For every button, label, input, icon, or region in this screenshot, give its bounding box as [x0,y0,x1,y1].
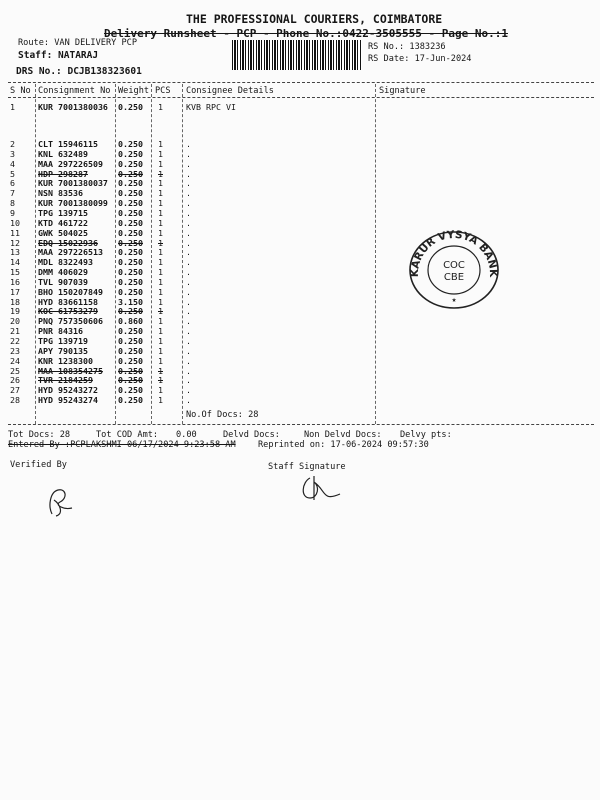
row-details: . [186,326,191,337]
row-weight: 0.250 [118,365,143,376]
row-weight: 0.250 [118,336,143,346]
row-details: . [186,148,191,159]
row-weight: 0.250 [118,168,143,179]
col-header-pcs: PCS [155,86,171,96]
row-weight: 0.250 [118,306,143,317]
row-pcs: 1 [158,198,163,209]
row-consignment: HYD 95243274 [38,395,98,406]
row-sno: 7 [10,188,15,199]
row-weight: 0.250 [118,385,143,396]
tot-docs: Tot Docs: 28 [8,430,71,440]
row-consignment: KNR 1238300 [38,355,93,366]
row-pcs: 1 [158,178,163,189]
row-pcs: 1 [158,316,163,327]
drs-number: DRS No.: DCJB138323601 [16,66,142,77]
table-bottom-rule [8,424,594,425]
row-pcs: 1 [158,168,163,179]
rs-number: RS No.: 1383236 [368,42,446,52]
row-consignment: TPG 139719 [38,336,88,346]
row-details: . [186,345,191,356]
row-sno: 9 [10,207,15,218]
row-weight: 0.250 [118,257,143,268]
col-divider [375,84,376,424]
row-pcs: 1 [158,336,163,346]
row-pcs: 1 [158,207,163,218]
col-divider [151,84,152,424]
row-weight: 0.250 [118,148,143,159]
row-sno: 17 [10,286,20,297]
row-details: . [186,385,191,396]
row-consignment: MAA 108354275 [38,365,103,376]
row-pcs: 1 [158,188,163,199]
row-pcs: 1 [158,227,163,238]
row-sno: 28 [10,395,20,406]
col-divider [115,84,116,424]
row-pcs: 1 [158,286,163,297]
row-pcs: 1 [158,355,163,366]
bank-stamp [400,226,508,312]
row-details: . [186,168,191,179]
row-details: . [186,257,191,268]
row-consignment: TVR 2184259 [38,375,93,386]
header-top-rule [8,82,594,83]
row-sno: 6 [10,178,15,189]
tot-cod-amount: 0.00 [176,430,197,440]
row-consignment: MAA 297226513 [38,247,103,258]
company-title: THE PROFESSIONAL COURIERS, COIMBATORE [186,12,443,26]
row-consignment: KTD 461722 [38,217,88,228]
row-details: . [186,306,191,317]
rs-date: RS Date: 17-Jun-2024 [368,54,472,64]
row-sno: 1 [10,102,15,112]
row-pcs: 1 [158,296,163,307]
row-consignment: HYD 83661158 [38,296,98,307]
row-pcs: 1 [158,375,163,386]
row-consignment: DMM 406029 [38,267,88,278]
row-details: . [186,395,191,406]
runsheet-subtitle: Delivery Runsheet - PCP - Phone No.:0422-3505555 - Page No.:1 [104,27,508,40]
tot-cod-label: Tot COD Amt: [96,430,159,440]
row-consignment: KUR 7001380037 [38,178,108,189]
row-weight: 0.250 [118,375,143,386]
row-consignment: TVL 907039 [38,276,88,287]
row-sno: 27 [10,385,20,396]
row-details: . [186,267,191,278]
delvy-pts: Delvy pts: [400,430,452,440]
stamp-line-1: COC [443,260,465,271]
reprinted-on: Reprinted on: 17-06-2024 09:57:30 [258,440,429,450]
row-details: . [186,286,191,297]
row-sno: 11 [10,227,20,238]
row-weight: 0.250 [118,286,143,297]
stamp-star-icon: ★ [451,295,457,304]
row-weight: 3.150 [118,296,143,307]
row-details: . [186,336,191,346]
no-of-docs: No.Of Docs: 28 [186,410,259,420]
header-bottom-rule [8,97,594,98]
row-pcs: 1 [158,217,163,228]
row-weight: 0.250 [118,139,143,149]
row-pcs: 1 [158,158,163,169]
row-pcs: 1 [158,257,163,268]
row-consignment: KUR 7001380099 [38,198,108,209]
col-header-signature: Signature [379,86,426,96]
row-details: . [186,316,191,327]
col-divider [182,84,183,424]
row-consignment: NSN 83536 [38,188,83,199]
row-consignment: BHO 150207849 [38,286,103,297]
stamp-line-2: CBE [443,272,465,283]
row-consignment: TPG 139715 [38,207,88,218]
row-sno: 19 [10,306,20,317]
route: Route: VAN DELIVERY PCP [18,38,137,48]
row-weight: 0.250 [118,217,143,228]
row-weight: 0.250 [118,227,143,238]
row-details: . [186,207,191,218]
row-consignment: MAA 297226509 [38,158,103,169]
row-sno: 2 [10,139,15,149]
row-details: . [186,375,191,386]
row-pcs: 1 [158,148,163,159]
row-sno: 23 [10,345,20,356]
row-sno: 12 [10,237,20,248]
stamp-bank-name: KARUR VYSYA BANK [408,228,500,278]
row-weight: 0.250 [118,102,143,112]
row-sno: 3 [10,148,15,159]
row-pcs: 1 [158,326,163,337]
row-weight: 0.250 [118,158,143,169]
row-details: . [186,247,191,258]
row-details: . [186,198,191,209]
entered-by: Entered By :PCPLAKSHMI 06/17/2024 9:23:58 AM [8,440,236,450]
row-pcs: 1 [158,385,163,396]
row-sno: 14 [10,257,20,268]
row-details: . [186,355,191,366]
row-details: . [186,158,191,169]
delvd-docs: Delvd Docs: [223,430,280,440]
row-pcs: 1 [158,102,163,112]
row-pcs: 1 [158,395,163,406]
row-details: . [186,139,191,149]
row-consignment: MDL 8322493 [38,257,93,268]
row-pcs: 1 [158,365,163,376]
row-pcs: 1 [158,276,163,287]
col-header-details: Consignee Details [186,86,274,96]
row-sno: 13 [10,247,20,258]
row-consignment: KOC 61753279 [38,306,98,317]
row-details: . [186,188,191,199]
row-weight: 0.250 [118,247,143,258]
row-details: . [186,237,191,248]
row-details: . [186,296,191,307]
row-sno: 24 [10,355,20,366]
row-weight: 0.250 [118,198,143,209]
row-consignment: HYD 95243272 [38,385,98,396]
row-weight: 0.250 [118,188,143,199]
row-pcs: 1 [158,267,163,278]
barcode [232,40,362,70]
col-header-consignment: Consignment No [38,86,111,96]
row-consignment: APY 790135 [38,345,88,356]
row-details: . [186,276,191,287]
row-sno: 21 [10,326,20,337]
row-pcs: 1 [158,247,163,258]
row-pcs: 1 [158,237,163,248]
row-sno: 26 [10,375,20,386]
row-sno: 8 [10,198,15,209]
col-header-sno: S No [10,86,31,96]
row-sno: 22 [10,336,20,346]
row-consignment: HDP 298287 [38,168,88,179]
row-consignment: PNQ 757350606 [38,316,103,327]
row-sno: 10 [10,217,20,228]
row-weight: 0.250 [118,276,143,287]
row-consignment: GWK 504025 [38,227,88,238]
row-weight: 0.250 [118,326,143,337]
row-weight: 0.250 [118,395,143,406]
row-weight: 0.860 [118,316,143,327]
row-pcs: 1 [158,306,163,317]
row-consignment: EDQ 15022936 [38,237,98,248]
row-sno: 5 [10,168,15,179]
row-pcs: 1 [158,139,163,149]
row-weight: 0.250 [118,355,143,366]
row-sno: 18 [10,296,20,307]
row-sno: 25 [10,365,20,376]
row-weight: 0.250 [118,345,143,356]
row-weight: 0.250 [118,267,143,278]
staff-signature-label: Staff Signature [268,462,346,472]
row-details: . [186,227,191,238]
staff-signature [292,472,348,506]
non-delvd-docs: Non Delvd Docs: [304,430,382,440]
row-details: . [186,365,191,376]
row-consignment: PNR 84316 [38,326,83,337]
row-sno: 20 [10,316,20,327]
staff-name: Staff: NATARAJ [18,50,99,61]
row-sno: 16 [10,276,20,287]
row-weight: 0.250 [118,207,143,218]
row-pcs: 1 [158,345,163,356]
row-weight: 0.250 [118,178,143,189]
row-sno: 4 [10,158,15,169]
row-weight: 0.250 [118,237,143,248]
row-details: . [186,217,191,228]
row-details: KVB RPC VI [186,102,236,112]
verifier-signature [40,484,80,520]
row-consignment: KUR 7001380036 [38,102,108,112]
row-sno: 15 [10,267,20,278]
row-consignment: KNL 632489 [38,148,88,159]
col-header-weight: Weight [118,86,150,96]
row-consignment: CLT 15946115 [38,139,98,149]
col-divider [35,84,36,424]
verified-by-label: Verified By [10,460,67,470]
row-details: . [186,178,191,189]
